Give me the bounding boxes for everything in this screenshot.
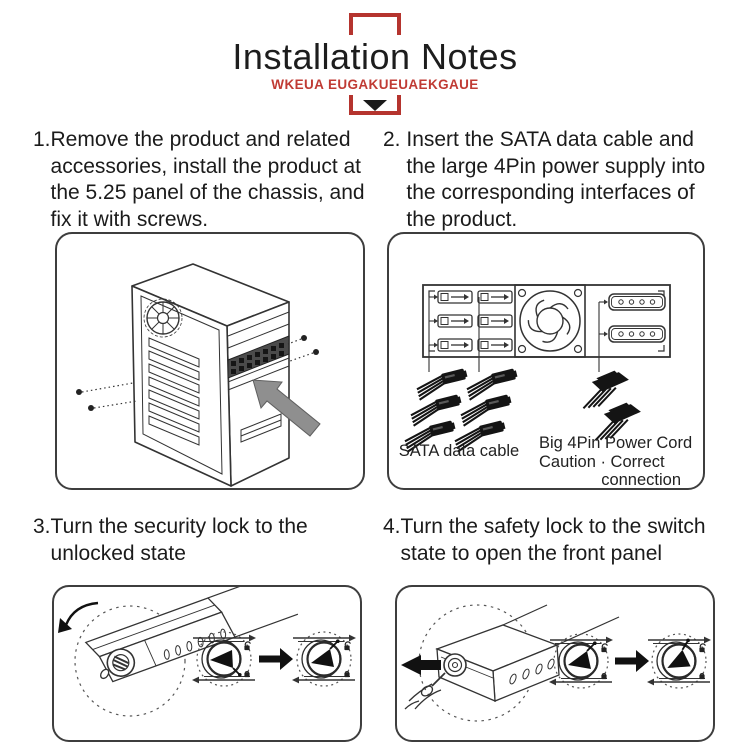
figure-security-lock: [52, 585, 362, 742]
safety-lock-illustration: [397, 587, 713, 740]
figure-chassis: [55, 232, 365, 490]
rear-panel-illustration: [389, 234, 703, 488]
power-cord-label-line2: Caution · Correct: [539, 453, 665, 471]
power-cord-label-line1: Big 4Pin Power Cord: [539, 434, 693, 452]
step-3-text: 3. Turn the security lock to the unlocked state: [33, 514, 368, 567]
step-2-text: 2. Insert the SATA data cable and the large 4Pin power supply into the corresponding interfaces of the product.: [383, 127, 728, 234]
device-with-key: [86, 587, 298, 686]
chassis-illustration: [57, 234, 363, 488]
rotate-arrow-icon: [58, 603, 98, 633]
page-title: Installation Notes: [232, 36, 518, 77]
security-lock-illustration: [54, 587, 360, 740]
step-2-number: 2.: [383, 128, 407, 151]
figure-rear-panel: [387, 232, 705, 490]
step-4-number: 4.: [383, 515, 401, 538]
down-triangle-icon: [363, 100, 387, 111]
figure-safety-lock: [395, 585, 715, 742]
bottom-bracket-decoration: [347, 93, 403, 118]
page-subtitle: WKEUA EUGAKUEUAEKGAUE: [271, 77, 479, 92]
pull-arrow-icon: [401, 655, 441, 675]
power-cord-label-line3: connection: [601, 471, 681, 488]
sata-cable-label: SATA data cable: [398, 442, 520, 460]
step-1-number: 1.: [33, 128, 51, 151]
hand-key-sketch: [405, 673, 445, 709]
step-3-number: 3.: [33, 515, 51, 538]
step-1-text: 1. Remove the product and related accessories, install the product at the 5.25 panel of the chassis, and fix it with screws.: [33, 127, 373, 234]
top-bracket-decoration: [347, 10, 403, 36]
step-4-text: 4. Turn the safety lock to the switch state to open the front panel: [383, 514, 735, 567]
sata-cables-group-2: [453, 368, 520, 452]
power-cords-group: [579, 369, 644, 440]
lock-cylinder: [444, 654, 466, 676]
